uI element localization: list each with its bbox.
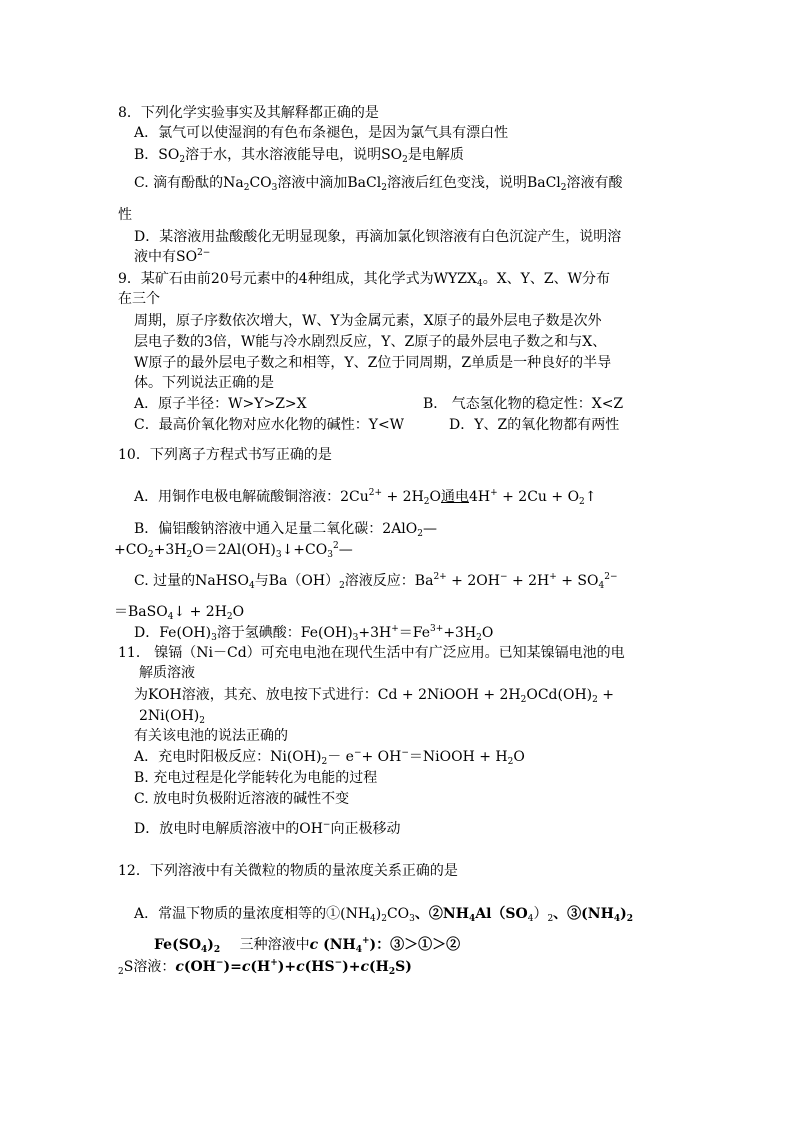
electrolysis-condition: 通电 — [441, 489, 469, 505]
text-segment: D．Fe(OH) — [134, 625, 212, 641]
text-segment: 为KOH溶液，其充、放电按下式进行：Cd + 2NiOOH + 2H — [134, 687, 521, 703]
text-segment: +3H — [358, 625, 392, 641]
subscript: 2 — [520, 695, 527, 705]
superscript: − — [322, 820, 331, 830]
text-segment: C. 滴有酚酞的Na — [134, 175, 244, 191]
q8-stem: 8．下列化学实验事实及其解释都正确的是 — [118, 105, 379, 121]
concentration-symbol: c — [175, 959, 184, 975]
subscript: 2 — [560, 183, 567, 193]
concentration-symbol: c — [360, 959, 370, 975]
q9-option-a[interactable]: A．原子半径：W>Y>Z>X — [134, 396, 307, 412]
subscript: 4 — [355, 945, 362, 955]
subscript: 2 — [186, 550, 193, 560]
subscript: 3 — [271, 183, 278, 193]
superscript: + — [362, 936, 370, 946]
q10-option-b-wrap — [114, 541, 353, 559]
text-segment: (HS — [304, 959, 335, 975]
text-segment: CO — [386, 906, 410, 922]
superscript: 2+ — [433, 572, 447, 582]
text-segment: ↓+CO — [281, 542, 328, 558]
q10-option-b[interactable] — [134, 520, 437, 538]
q9-body-line: 周期，原子序数依次增大，W、Y为金属元素，X原子的最外层电子数是次外 — [134, 313, 602, 329]
q10-option-a[interactable] — [134, 488, 597, 506]
concentration-symbol: c — [241, 959, 251, 975]
subscript: 2 — [321, 757, 328, 767]
subscript: 4 — [476, 279, 483, 289]
subscript: 3 — [327, 550, 333, 560]
text-segment: ＝BaSO — [114, 604, 168, 620]
q10-option-c-wrap — [114, 603, 244, 621]
text-segment: D．放电时电解质溶液中的OH — [134, 821, 323, 837]
text-segment: + SO — [556, 573, 599, 589]
superscript: 3+ — [430, 624, 444, 634]
q10-option-d[interactable] — [134, 624, 493, 642]
text-segment: + OH — [361, 749, 402, 765]
text-segment: + 2Cu + O — [497, 489, 580, 505]
superscript: − — [401, 748, 409, 758]
q12-option-a[interactable] — [134, 905, 633, 923]
subscript: 2 — [626, 914, 633, 924]
text-segment: O — [481, 625, 494, 641]
q12-fragment-line — [118, 958, 412, 976]
subscript: 4 — [613, 914, 621, 924]
superscript: + — [270, 958, 278, 968]
subscript: 2 — [339, 581, 345, 591]
q9-stem — [118, 270, 610, 288]
text-segment: 与Ba（OH） — [254, 573, 340, 589]
superscript: + — [391, 624, 399, 634]
q10-stem: 10．下列离子方程式书写正确的是 — [118, 447, 332, 463]
text-segment: 是电解质 — [407, 147, 464, 163]
subscript: 2 — [507, 757, 514, 767]
text-segment: 溶于氢碘酸：Fe(OH) — [216, 625, 353, 641]
text-segment: Al（SO — [475, 906, 528, 922]
subscript: 2 — [402, 155, 408, 165]
text-segment: + 2H — [507, 573, 550, 589]
text-segment: )：③＞①＞② — [369, 937, 461, 953]
text-segment: )= — [223, 959, 242, 975]
subscript: 3 — [275, 550, 282, 560]
text-segment: 、②NH — [414, 906, 469, 922]
q11-reaction-line — [134, 686, 614, 704]
subscript: 2 — [147, 550, 154, 560]
text-segment: ） — [533, 906, 548, 922]
text-segment: O — [232, 604, 245, 620]
text-segment: － e — [327, 749, 354, 765]
subscript: 2 — [243, 183, 250, 193]
superscript: 2 — [332, 541, 339, 551]
subscript: 3 — [211, 633, 217, 643]
text-segment: + — [597, 687, 615, 703]
subscript: 2 — [381, 183, 387, 193]
q9-option-c[interactable]: C．最高价氧化物对应水化物的碱性：Y<W — [134, 417, 405, 433]
text-segment: ) — [207, 937, 214, 953]
text-segment: OCd(OH) — [526, 687, 593, 703]
text-segment: — — [338, 542, 353, 558]
subscript: 4 — [201, 945, 208, 955]
q9-body-line: 层电子数的3倍，W能与冷水剧烈反应，Y、Z原子的最外层电子数之和与X、 — [134, 334, 607, 350]
subscript: 4 — [370, 914, 376, 924]
text-segment: ＝Fe — [398, 625, 431, 641]
subscript: 2 — [381, 914, 387, 924]
q8-option-d-wrap — [134, 248, 210, 266]
text-segment: )+ — [277, 959, 297, 975]
text-segment: B．偏铝酸钠溶液中通入足量二氧化碳：2AlO — [134, 521, 418, 537]
text-segment: + 2OH — [446, 573, 500, 589]
q9-option-b[interactable]: B． 气态氢化物的稳定性：X<Z — [423, 396, 624, 412]
superscript: 2− — [197, 248, 211, 258]
subscript: 2 — [179, 155, 186, 165]
text-segment: — — [423, 521, 437, 537]
superscript: 2− — [604, 572, 618, 582]
superscript: − — [353, 748, 362, 758]
subscript: 4 — [598, 581, 605, 591]
text-segment: S溶液： — [123, 959, 176, 975]
subscript: 2 — [417, 529, 423, 539]
text-segment: Fe(SO — [154, 937, 202, 953]
q11-prompt: 有关该电池的说法正确的 — [134, 728, 288, 744]
q11-reaction-wrap — [139, 707, 205, 725]
text-segment: ) — [620, 906, 627, 922]
text-segment: O — [513, 749, 525, 765]
subscript: 2 — [423, 497, 430, 507]
q11-stem: 11． 镍镉（Ni－Cd）可充电电池在现代生活中有广泛应用。已知某镍镉电池的电 — [118, 645, 625, 661]
text-segment: 2Ni(OH) — [139, 708, 200, 724]
text-segment: ＝NiOOH + H — [408, 749, 508, 765]
q9-option-d[interactable]: D．Y、Z的氧化物都有两性 — [449, 417, 620, 433]
q8-option-b[interactable] — [134, 146, 464, 164]
subscript: 2 — [476, 633, 482, 643]
text-segment: B．SO — [134, 147, 180, 163]
subscript: 4 — [249, 581, 255, 591]
text-segment: O — [429, 489, 441, 505]
subscript: 4 — [527, 914, 534, 924]
superscript: − — [499, 572, 508, 582]
text-segment: (H — [369, 959, 389, 975]
subscript: 2 — [226, 612, 233, 622]
text-segment: 溶液有酸 — [566, 175, 623, 191]
text-segment: A．充电时阳极反应：Ni(OH) — [134, 749, 322, 765]
text-segment: 三种溶液中 — [239, 937, 310, 953]
subscript: 2 — [199, 716, 205, 726]
text-segment: O＝2Al(OH) — [192, 542, 276, 558]
q12-stem: 12．下列溶液中有关微粒的物质的量浓度关系正确的是 — [118, 863, 458, 879]
text-segment: 9．某矿石由前20号元素中的4种组成，其化学式为WYZX — [118, 271, 477, 287]
subscript: 4 — [167, 612, 174, 622]
text-segment: ↓ + 2H — [173, 604, 227, 620]
q12-option-a-wrap — [154, 936, 460, 954]
q8-option-a[interactable]: A．氯气可以使湿润的有色布条褪色，是因为氯气具有漂白性 — [134, 125, 509, 141]
text-segment: +CO — [114, 542, 148, 558]
text-segment: 。X、Y、Z、W分布 — [482, 271, 611, 287]
q11-option-c[interactable]: C. 放电时负极附近溶液的碱性不变 — [134, 791, 350, 807]
text-segment: ↑ — [584, 489, 597, 505]
subscript: 4 — [468, 914, 476, 924]
q9-stem-wrap: 在三个 — [118, 291, 160, 307]
text-segment: CO — [249, 175, 272, 191]
q10-option-c[interactable] — [134, 572, 618, 590]
text-segment: C. 过量的NaHSO — [134, 573, 249, 589]
subscript: 2 — [118, 967, 124, 977]
text-segment: + 2H — [382, 489, 424, 505]
q11-option-a[interactable] — [134, 748, 525, 766]
subscript: 2 — [592, 695, 598, 705]
concentration-symbol: c — [309, 937, 319, 953]
text-segment: 4H — [469, 489, 491, 505]
subscript: 2 — [579, 497, 585, 507]
superscript: + — [549, 572, 557, 582]
text-segment: ) — [375, 906, 382, 922]
text-segment: 溶液中滴加BaCl — [277, 175, 382, 191]
text-segment: 溶液后红色变浅，说明BaCl — [386, 175, 561, 191]
superscript: − — [334, 958, 343, 968]
concentration-symbol: c — [296, 959, 305, 975]
text-segment: +3H — [153, 542, 187, 558]
superscript: 2+ — [368, 488, 383, 498]
text-segment: 向正极移动 — [330, 821, 401, 837]
q11-option-d[interactable] — [134, 820, 400, 838]
superscript: + — [490, 488, 498, 498]
superscript: − — [215, 958, 224, 968]
text-segment: 液中有SO — [134, 249, 198, 265]
text-segment: A．常温下物质的量浓度相等的①(NH — [134, 906, 371, 922]
subscript: 2 — [388, 967, 396, 977]
q8-option-c-wrap: 性 — [118, 207, 132, 223]
q8-option-d[interactable]: D．某溶液用盐酸酸化无明显现象，再滴加氯化钡溶液有白色沉淀产生，说明溶 — [134, 229, 622, 245]
text-segment: 、③(NH — [553, 906, 614, 922]
subscript: 2 — [213, 945, 221, 955]
q9-body-line: 体。下列说法正确的是 — [134, 375, 274, 391]
text-segment: 溶液反应：Ba — [344, 573, 434, 589]
text-segment: (NH — [318, 937, 356, 953]
q9-body-line: W原子的最外层电子数之和相等，Y、Z位于同周期，Z单质是一种良好的半导 — [134, 355, 612, 371]
q8-option-c[interactable] — [134, 174, 623, 192]
subscript: 3 — [409, 914, 415, 924]
subscript: 2 — [547, 914, 554, 924]
text-segment: +3H — [443, 625, 477, 641]
text-segment: A．用铜作电极电解硫酸铜溶液：2Cu — [134, 489, 369, 505]
text-segment: 溶于水，其水溶液能导电，说明SO — [185, 147, 403, 163]
text-segment: (H — [250, 959, 271, 975]
subscript: 3 — [352, 633, 359, 643]
text-segment: (OH — [183, 959, 216, 975]
text-segment: S) — [395, 959, 412, 975]
text-segment: )+ — [342, 959, 361, 975]
q11-stem-wrap: 解质溶液 — [139, 665, 195, 681]
q11-option-b[interactable]: B. 充电过程是化学能转化为电能的过程 — [134, 770, 378, 786]
